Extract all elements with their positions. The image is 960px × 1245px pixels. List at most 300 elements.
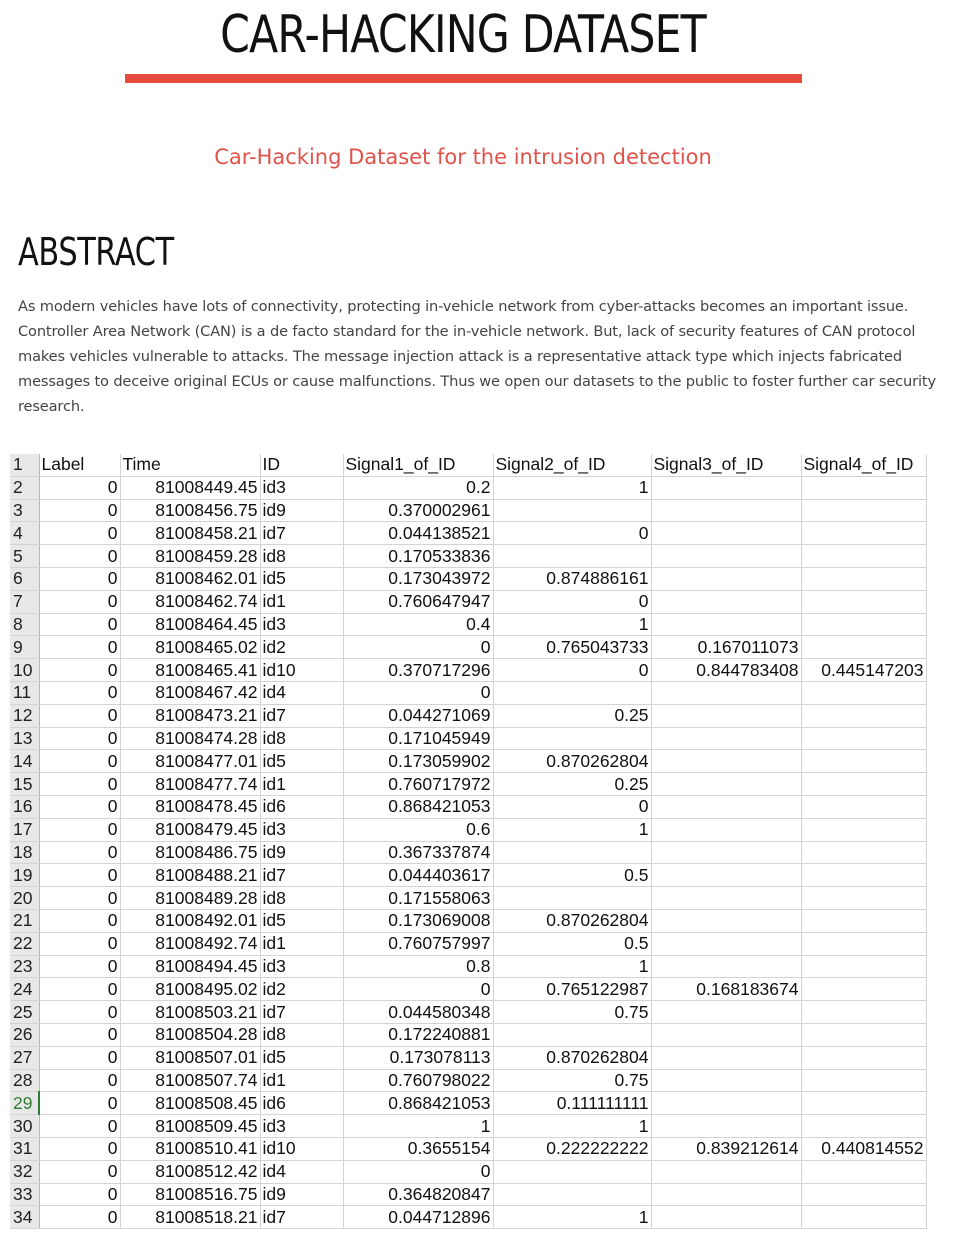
time-cell[interactable]: 81008516.75 (120, 1183, 260, 1206)
label-cell[interactable]: 0 (39, 613, 120, 636)
row-number[interactable]: 28 (10, 1069, 39, 1092)
table-row (10, 1206, 926, 1229)
signal3-cell[interactable] (651, 795, 801, 818)
time-cell[interactable]: 81008462.01 (120, 567, 260, 590)
row-number[interactable]: 15 (10, 773, 39, 796)
label-cell[interactable]: 0 (39, 659, 120, 682)
time-cell[interactable]: 81008477.74 (120, 773, 260, 796)
time-cell[interactable]: 81008462.74 (120, 590, 260, 613)
signal3-cell[interactable] (651, 909, 801, 932)
signal3-cell[interactable] (651, 773, 801, 796)
signal4-cell[interactable] (801, 613, 926, 636)
table-row (10, 1092, 926, 1115)
signal4-cell[interactable] (801, 750, 926, 773)
time-cell[interactable]: 81008508.45 (120, 1092, 260, 1115)
signal2-cell[interactable]: 1 (493, 818, 651, 841)
signal4-cell[interactable] (801, 590, 926, 613)
signal1-cell[interactable]: 0.868421053 (343, 1092, 493, 1115)
signal4-cell[interactable] (801, 887, 926, 910)
signal1-cell[interactable]: 0.4 (343, 613, 493, 636)
row-number[interactable]: 26 (10, 1023, 39, 1046)
signal4-cell[interactable] (801, 1092, 926, 1115)
time-cell[interactable]: 81008507.01 (120, 1046, 260, 1069)
time-cell[interactable]: 81008465.41 (120, 659, 260, 682)
table-row (10, 545, 926, 568)
signal1-cell[interactable]: 0.173069008 (343, 909, 493, 932)
time-cell[interactable]: 81008467.42 (120, 681, 260, 704)
signal3-cell[interactable] (651, 545, 801, 568)
signal4-cell[interactable] (801, 909, 926, 932)
time-cell[interactable]: 81008474.28 (120, 727, 260, 750)
signal3-cell[interactable] (651, 1160, 801, 1183)
signal4-cell[interactable] (801, 864, 926, 887)
id-cell[interactable]: id1 (260, 932, 343, 955)
signal2-cell[interactable] (493, 545, 651, 568)
row-number[interactable]: 9 (10, 636, 39, 659)
row-number[interactable]: 33 (10, 1183, 39, 1206)
signal1-cell[interactable]: 0.173059902 (343, 750, 493, 773)
signal3-cell[interactable] (651, 1023, 801, 1046)
table-row (10, 887, 926, 910)
signal1-cell[interactable]: 0.044271069 (343, 704, 493, 727)
signal3-cell[interactable] (651, 1046, 801, 1069)
column-header[interactable]: ID (260, 454, 343, 476)
id-cell[interactable]: id1 (260, 1069, 343, 1092)
row-number[interactable]: 3 (10, 499, 39, 522)
table-row (10, 590, 926, 613)
signal1-cell[interactable]: 0.868421053 (343, 795, 493, 818)
id-cell[interactable]: id3 (260, 818, 343, 841)
table-row (10, 727, 926, 750)
row-number[interactable]: 16 (10, 795, 39, 818)
table-row (10, 522, 926, 545)
row-number[interactable]: 4 (10, 522, 39, 545)
signal4-cell[interactable]: 0.445147203 (801, 659, 926, 682)
id-cell[interactable]: id8 (260, 1023, 343, 1046)
signal2-cell[interactable]: 1 (493, 1115, 651, 1138)
signal4-cell[interactable] (801, 636, 926, 659)
id-cell[interactable]: id3 (260, 955, 343, 978)
column-header[interactable]: Signal3_of_ID (651, 454, 801, 476)
signal4-cell[interactable]: 0.440814552 (801, 1137, 926, 1160)
signal4-cell[interactable] (801, 1069, 926, 1092)
id-cell[interactable]: id9 (260, 1183, 343, 1206)
time-cell[interactable]: 81008510.41 (120, 1137, 260, 1160)
signal3-cell[interactable] (651, 590, 801, 613)
id-cell[interactable]: id7 (260, 1001, 343, 1024)
time-cell[interactable]: 81008504.28 (120, 1023, 260, 1046)
signal3-cell[interactable]: 0.844783408 (651, 659, 801, 682)
signal2-cell[interactable]: 0.25 (493, 704, 651, 727)
signal3-cell[interactable] (651, 887, 801, 910)
label-cell[interactable]: 0 (39, 773, 120, 796)
label-cell[interactable]: 0 (39, 1046, 120, 1069)
label-cell[interactable]: 0 (39, 545, 120, 568)
signal1-cell[interactable]: 0 (343, 1160, 493, 1183)
column-header[interactable]: Time (120, 454, 260, 476)
label-cell[interactable]: 0 (39, 887, 120, 910)
signal2-cell[interactable]: 0.5 (493, 932, 651, 955)
time-cell[interactable]: 81008507.74 (120, 1069, 260, 1092)
signal1-cell[interactable]: 0.8 (343, 955, 493, 978)
id-cell[interactable]: id1 (260, 590, 343, 613)
signal3-cell[interactable] (651, 499, 801, 522)
id-cell[interactable]: id7 (260, 1206, 343, 1229)
id-cell[interactable]: id5 (260, 909, 343, 932)
signal3-cell[interactable] (651, 841, 801, 864)
table-row (10, 567, 926, 590)
signal2-cell[interactable]: 1 (493, 476, 651, 499)
id-cell[interactable]: id8 (260, 727, 343, 750)
id-cell[interactable]: id8 (260, 887, 343, 910)
signal2-cell[interactable]: 0.765122987 (493, 978, 651, 1001)
signal2-cell[interactable] (493, 727, 651, 750)
row-number[interactable]: 5 (10, 545, 39, 568)
id-cell[interactable]: id9 (260, 841, 343, 864)
row-number[interactable]: 7 (10, 590, 39, 613)
id-cell[interactable]: id4 (260, 681, 343, 704)
label-cell[interactable]: 0 (39, 1183, 120, 1206)
signal2-cell[interactable]: 1 (493, 955, 651, 978)
row-number[interactable]: 30 (10, 1115, 39, 1138)
id-cell[interactable]: id7 (260, 864, 343, 887)
label-cell[interactable]: 0 (39, 978, 120, 1001)
label-cell[interactable]: 0 (39, 636, 120, 659)
signal4-cell[interactable] (801, 522, 926, 545)
time-cell[interactable]: 81008518.21 (120, 1206, 260, 1229)
id-cell[interactable]: id5 (260, 1046, 343, 1069)
signal4-cell[interactable] (801, 499, 926, 522)
signal3-cell[interactable] (651, 1183, 801, 1206)
time-cell[interactable]: 81008459.28 (120, 545, 260, 568)
row-number[interactable]: 17 (10, 818, 39, 841)
signal2-cell[interactable]: 0 (493, 795, 651, 818)
id-cell[interactable]: id3 (260, 613, 343, 636)
signal1-cell[interactable]: 0 (343, 978, 493, 1001)
time-cell[interactable]: 81008465.02 (120, 636, 260, 659)
signal3-cell[interactable] (651, 727, 801, 750)
signal3-cell[interactable] (651, 1092, 801, 1115)
label-cell[interactable]: 0 (39, 1206, 120, 1229)
label-cell[interactable]: 0 (39, 1001, 120, 1024)
row-number[interactable]: 8 (10, 613, 39, 636)
signal4-cell[interactable] (801, 1115, 926, 1138)
signal1-cell[interactable]: 0.173043972 (343, 567, 493, 590)
id-cell[interactable]: id7 (260, 704, 343, 727)
signal2-cell[interactable]: 0.222222222 (493, 1137, 651, 1160)
signal4-cell[interactable] (801, 476, 926, 499)
signal3-cell[interactable]: 0.839212614 (651, 1137, 801, 1160)
signal3-cell[interactable] (651, 613, 801, 636)
label-cell[interactable]: 0 (39, 476, 120, 499)
signal4-cell[interactable] (801, 727, 926, 750)
signal1-cell[interactable]: 0.173078113 (343, 1046, 493, 1069)
row-number[interactable]: 14 (10, 750, 39, 773)
row-number[interactable]: 2 (10, 476, 39, 499)
label-cell[interactable]: 0 (39, 841, 120, 864)
signal1-cell[interactable]: 0.2 (343, 476, 493, 499)
time-cell[interactable]: 81008492.74 (120, 932, 260, 955)
time-cell[interactable]: 81008512.42 (120, 1160, 260, 1183)
label-cell[interactable]: 0 (39, 590, 120, 613)
signal3-cell[interactable]: 0.168183674 (651, 978, 801, 1001)
abstract-heading: ABSTRACT (18, 230, 174, 274)
signal4-cell[interactable] (801, 1023, 926, 1046)
row-number[interactable]: 24 (10, 978, 39, 1001)
id-cell[interactable]: id1 (260, 773, 343, 796)
time-cell[interactable]: 81008477.01 (120, 750, 260, 773)
signal3-cell[interactable] (651, 681, 801, 704)
signal2-cell[interactable]: 0 (493, 522, 651, 545)
label-cell[interactable]: 0 (39, 567, 120, 590)
signal3-cell[interactable] (651, 1115, 801, 1138)
signal4-cell[interactable] (801, 704, 926, 727)
column-header[interactable]: Label (39, 454, 120, 476)
signal1-cell[interactable]: 0.760647947 (343, 590, 493, 613)
signal3-cell[interactable] (651, 522, 801, 545)
column-header[interactable]: Signal1_of_ID (343, 454, 493, 476)
signal1-cell[interactable]: 0.760717972 (343, 773, 493, 796)
table-row (10, 1001, 926, 1024)
signal2-cell[interactable] (493, 887, 651, 910)
row-number[interactable]: 23 (10, 955, 39, 978)
signal4-cell[interactable] (801, 1206, 926, 1229)
title-underline (125, 74, 802, 83)
signal4-cell[interactable] (801, 932, 926, 955)
abstract-line: research. (18, 398, 85, 415)
signal1-cell[interactable]: 0.044580348 (343, 1001, 493, 1024)
signal2-cell[interactable]: 0.765043733 (493, 636, 651, 659)
row-number[interactable]: 31 (10, 1137, 39, 1160)
signal2-cell[interactable]: 0.870262804 (493, 909, 651, 932)
label-cell[interactable]: 0 (39, 818, 120, 841)
signal2-cell[interactable]: 0.5 (493, 864, 651, 887)
row-number[interactable]: 12 (10, 704, 39, 727)
signal2-cell[interactable]: 0.25 (493, 773, 651, 796)
table-row (10, 1023, 926, 1046)
signal4-cell[interactable] (801, 1160, 926, 1183)
table-row (10, 1046, 926, 1069)
signal3-cell[interactable] (651, 864, 801, 887)
signal4-cell[interactable] (801, 978, 926, 1001)
label-cell[interactable]: 0 (39, 932, 120, 955)
row-number[interactable]: 18 (10, 841, 39, 864)
signal4-cell[interactable] (801, 545, 926, 568)
id-cell[interactable]: id2 (260, 978, 343, 1001)
table-row (10, 818, 926, 841)
signal1-cell[interactable]: 0.044403617 (343, 864, 493, 887)
column-header[interactable]: Signal2_of_ID (493, 454, 651, 476)
label-cell[interactable]: 0 (39, 795, 120, 818)
signal3-cell[interactable] (651, 750, 801, 773)
signal2-cell[interactable]: 0.111111111 (493, 1092, 651, 1115)
signal1-cell[interactable]: 0 (343, 636, 493, 659)
row-number[interactable]: 34 (10, 1206, 39, 1229)
signal1-cell[interactable]: 0.044138521 (343, 522, 493, 545)
signal1-cell[interactable]: 0.367337874 (343, 841, 493, 864)
signal1-cell[interactable]: 0.171045949 (343, 727, 493, 750)
id-cell[interactable]: id10 (260, 1137, 343, 1160)
time-cell[interactable]: 81008458.21 (120, 522, 260, 545)
label-cell[interactable]: 0 (39, 522, 120, 545)
signal4-cell[interactable] (801, 818, 926, 841)
signal2-cell[interactable] (493, 841, 651, 864)
time-cell[interactable]: 81008456.75 (120, 499, 260, 522)
table-row (10, 681, 926, 704)
signal2-cell[interactable] (493, 1183, 651, 1206)
signal1-cell[interactable]: 0 (343, 681, 493, 704)
label-cell[interactable]: 0 (39, 499, 120, 522)
time-cell[interactable]: 81008492.01 (120, 909, 260, 932)
signal2-cell[interactable] (493, 499, 651, 522)
column-header[interactable]: Signal4_of_ID (801, 454, 926, 476)
signal3-cell[interactable] (651, 1001, 801, 1024)
time-cell[interactable]: 81008486.75 (120, 841, 260, 864)
table-row (10, 476, 926, 499)
label-cell[interactable]: 0 (39, 704, 120, 727)
signal2-cell[interactable]: 0.75 (493, 1001, 651, 1024)
row-number[interactable]: 32 (10, 1160, 39, 1183)
signal4-cell[interactable] (801, 681, 926, 704)
signal3-cell[interactable] (651, 704, 801, 727)
signal2-cell[interactable] (493, 1160, 651, 1183)
label-cell[interactable]: 0 (39, 1160, 120, 1183)
id-cell[interactable]: id6 (260, 1092, 343, 1115)
row-number[interactable]: 22 (10, 932, 39, 955)
time-cell[interactable]: 81008495.02 (120, 978, 260, 1001)
label-cell[interactable]: 0 (39, 1137, 120, 1160)
id-cell[interactable]: id9 (260, 499, 343, 522)
signal1-cell[interactable]: 0.364820847 (343, 1183, 493, 1206)
row-number[interactable]: 11 (10, 681, 39, 704)
label-cell[interactable]: 0 (39, 1023, 120, 1046)
signal1-cell[interactable]: 0.760798022 (343, 1069, 493, 1092)
time-cell[interactable]: 81008509.45 (120, 1115, 260, 1138)
id-cell[interactable]: id5 (260, 750, 343, 773)
signal3-cell[interactable] (651, 1206, 801, 1229)
id-cell[interactable]: id8 (260, 545, 343, 568)
label-cell[interactable]: 0 (39, 1069, 120, 1092)
signal2-cell[interactable]: 0.75 (493, 1069, 651, 1092)
time-cell[interactable]: 81008503.21 (120, 1001, 260, 1024)
abstract-line: As modern vehicles have lots of connectivity, protecting in-vehicle network from cyber-attacks becomes an important issue. (18, 298, 909, 315)
signal2-cell[interactable]: 0 (493, 590, 651, 613)
row-number[interactable]: 20 (10, 887, 39, 910)
signal1-cell[interactable]: 1 (343, 1115, 493, 1138)
row-number[interactable]: 10 (10, 659, 39, 682)
row-number[interactable]: 13 (10, 727, 39, 750)
table-row (10, 773, 926, 796)
label-cell[interactable]: 0 (39, 681, 120, 704)
label-cell[interactable]: 0 (39, 750, 120, 773)
signal1-cell[interactable]: 0.172240881 (343, 1023, 493, 1046)
signal1-cell[interactable]: 0.370002961 (343, 499, 493, 522)
row-number[interactable]: 6 (10, 567, 39, 590)
signal4-cell[interactable] (801, 955, 926, 978)
signal2-cell[interactable] (493, 1023, 651, 1046)
signal1-cell[interactable]: 0.370717296 (343, 659, 493, 682)
signal3-cell[interactable] (651, 476, 801, 499)
signal2-cell[interactable]: 1 (493, 613, 651, 636)
id-cell[interactable]: id3 (260, 1115, 343, 1138)
id-cell[interactable]: id7 (260, 522, 343, 545)
row-number[interactable]: 27 (10, 1046, 39, 1069)
row-number[interactable]: 19 (10, 864, 39, 887)
label-cell[interactable]: 0 (39, 909, 120, 932)
signal1-cell[interactable]: 0.170533836 (343, 545, 493, 568)
row-number[interactable]: 21 (10, 909, 39, 932)
signal1-cell[interactable]: 0.171558063 (343, 887, 493, 910)
table-row (10, 1137, 926, 1160)
abstract-line: Controller Area Network (CAN) is a de facto standard for the in-vehicle network. But, lack of security features of CAN protocol (18, 323, 916, 340)
label-cell[interactable]: 0 (39, 1092, 120, 1115)
row-number[interactable]: 29 (10, 1092, 39, 1115)
table-row (10, 978, 926, 1001)
label-cell[interactable]: 0 (39, 864, 120, 887)
signal1-cell[interactable]: 0.3655154 (343, 1137, 493, 1160)
signal1-cell[interactable]: 0.044712896 (343, 1206, 493, 1229)
table-row (10, 1183, 926, 1206)
id-cell[interactable]: id10 (260, 659, 343, 682)
signal4-cell[interactable] (801, 841, 926, 864)
id-cell[interactable]: id2 (260, 636, 343, 659)
id-cell[interactable]: id5 (260, 567, 343, 590)
signal2-cell[interactable] (493, 681, 651, 704)
signal2-cell[interactable]: 1 (493, 1206, 651, 1229)
signal4-cell[interactable] (801, 1183, 926, 1206)
table-row (10, 636, 926, 659)
id-cell[interactable]: id3 (260, 476, 343, 499)
time-cell[interactable]: 81008478.45 (120, 795, 260, 818)
time-cell[interactable]: 81008489.28 (120, 887, 260, 910)
signal4-cell[interactable] (801, 1001, 926, 1024)
signal3-cell[interactable] (651, 818, 801, 841)
time-cell[interactable]: 81008479.45 (120, 818, 260, 841)
signal1-cell[interactable]: 0.6 (343, 818, 493, 841)
signal1-cell[interactable]: 0.760757997 (343, 932, 493, 955)
abstract-line: makes vehicles vulnerable to attacks. The message injection attack is a representative attack type which injects fabricated (18, 348, 902, 365)
signal2-cell[interactable]: 0.874886161 (493, 567, 651, 590)
table-row (10, 955, 926, 978)
signal4-cell[interactable] (801, 773, 926, 796)
label-cell[interactable]: 0 (39, 727, 120, 750)
table-row (10, 704, 926, 727)
signal3-cell[interactable]: 0.167011073 (651, 636, 801, 659)
signal3-cell[interactable] (651, 1069, 801, 1092)
id-cell[interactable]: id6 (260, 795, 343, 818)
table-row (10, 659, 926, 682)
id-cell[interactable]: id4 (260, 1160, 343, 1183)
time-cell[interactable]: 81008449.45 (120, 476, 260, 499)
row-number[interactable]: 1 (10, 454, 39, 476)
signal2-cell[interactable]: 0.870262804 (493, 750, 651, 773)
time-cell[interactable]: 81008473.21 (120, 704, 260, 727)
signal2-cell[interactable]: 0.870262804 (493, 1046, 651, 1069)
label-cell[interactable]: 0 (39, 955, 120, 978)
label-cell[interactable]: 0 (39, 1115, 120, 1138)
time-cell[interactable]: 81008464.45 (120, 613, 260, 636)
time-cell[interactable]: 81008494.45 (120, 955, 260, 978)
time-cell[interactable]: 81008488.21 (120, 864, 260, 887)
signal4-cell[interactable] (801, 1046, 926, 1069)
row-number[interactable]: 25 (10, 1001, 39, 1024)
signal2-cell[interactable]: 0 (493, 659, 651, 682)
signal4-cell[interactable] (801, 795, 926, 818)
signal4-cell[interactable] (801, 567, 926, 590)
signal3-cell[interactable] (651, 955, 801, 978)
signal3-cell[interactable] (651, 932, 801, 955)
signal3-cell[interactable] (651, 567, 801, 590)
